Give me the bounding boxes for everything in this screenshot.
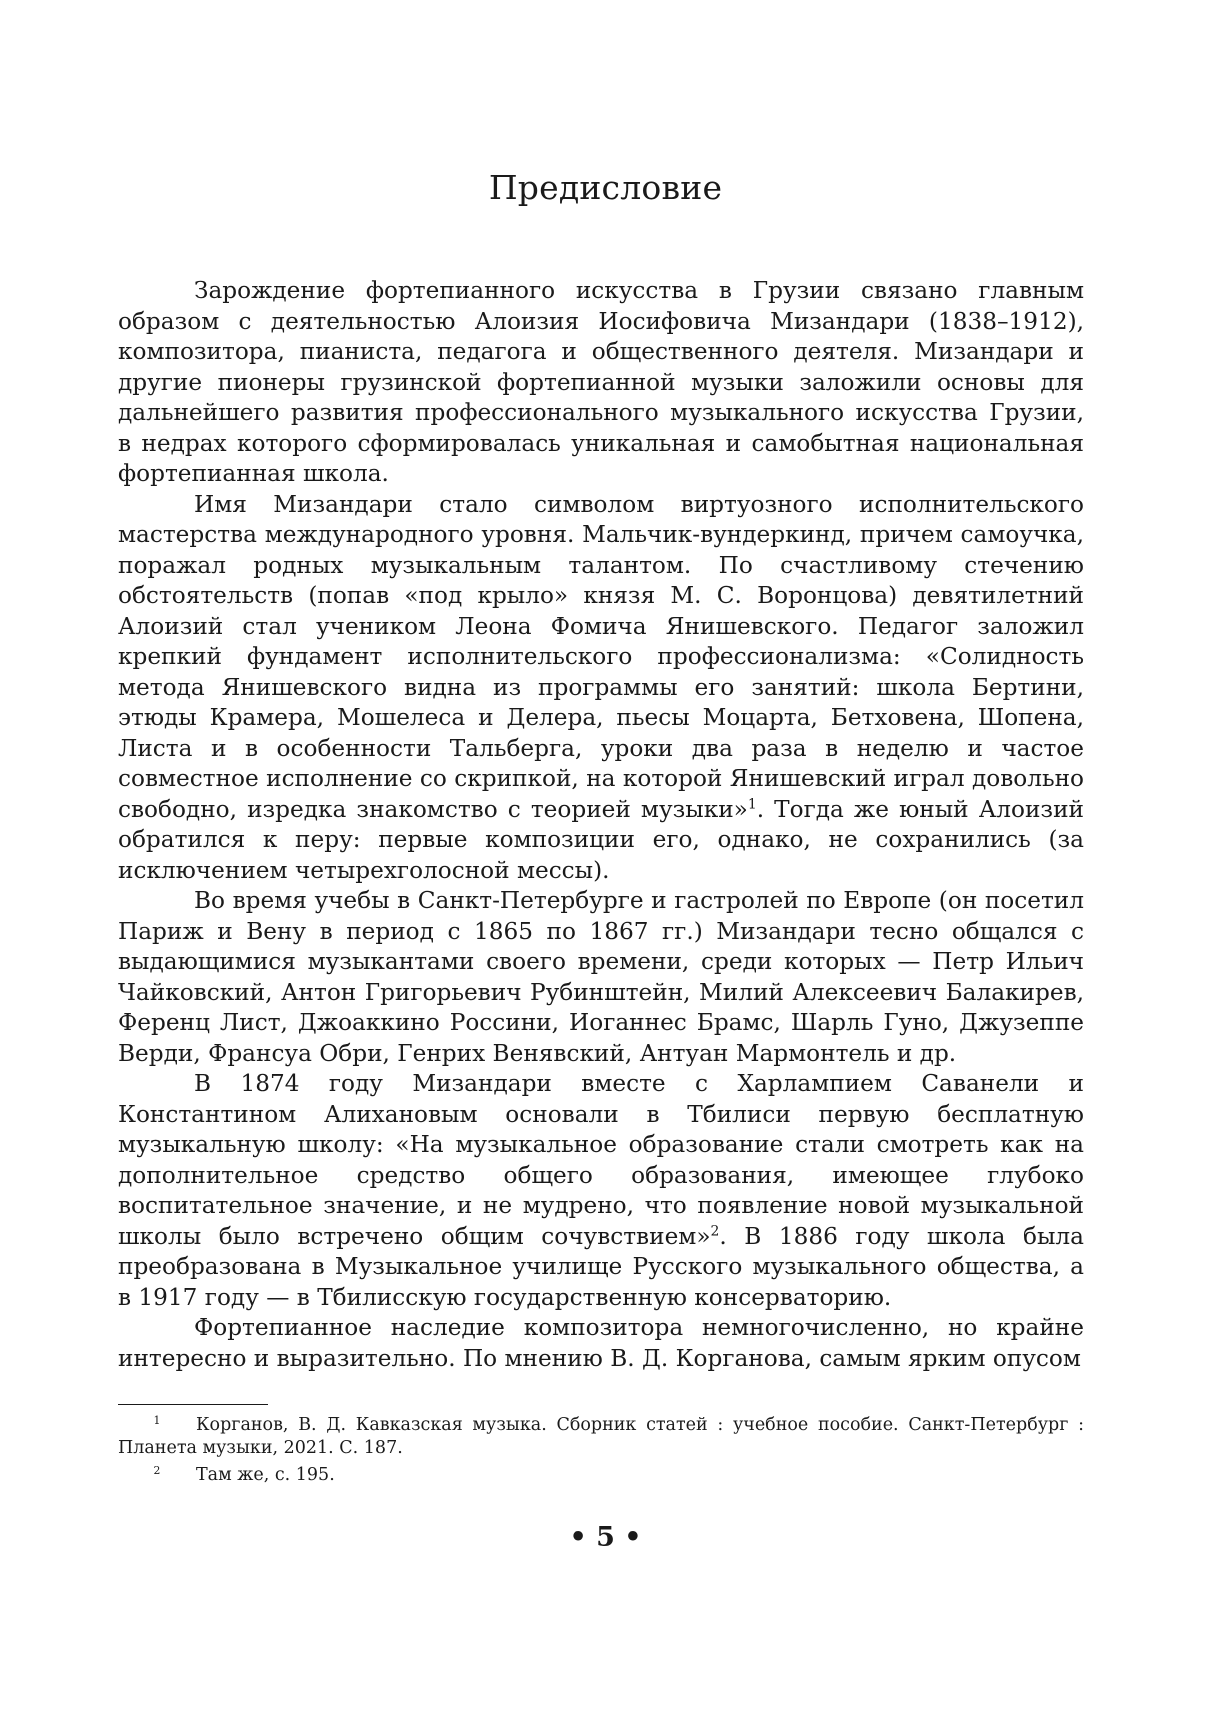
footnote: 2 Там же, с. 195.	[153, 1464, 335, 1485]
footnote-ref: 2	[710, 1223, 720, 1240]
paragraph	[118, 490, 1084, 887]
paragraph-text: Имя Мизандари стало символом виртуозного исполнительского мастерства международного уровня. Мальчик-вундеркинд, причем самоучка, поражал родных музыкальным талантом. По счастливому стечению обстоятельств (попав «под крыло» князя М. С. Воронцова) девятилетний Алоизий стал учеником Леона Фомича Янишевского. Педагог заложил крепкий фундамент исполнительского профессионализма: «Солидность метода Янишевского видна из программы его занятий: школа Бертини, этюды Крамера, Мошелеса и Делера, пьесы Моцарта, Бетховена, Шопена, Листа и в особенности Тальберга, уроки два раза в неделю и частое совместное исполнение со скрипкой, на которой Янишевский играл довольно свободно, изредка знакомство с теорией музыки»	[118, 490, 1084, 823]
main-text	[118, 276, 1084, 1374]
footnote-ref: 1	[747, 796, 757, 813]
footnotes	[118, 1414, 1084, 1492]
paragraph	[118, 1313, 1084, 1374]
paragraph-text: . Тогда же юный Алоизий обратился к перу: первые композиции его, однако, не сохранились (за исключением четырехголосной мессы).	[118, 795, 1084, 884]
paragraph	[118, 276, 1084, 490]
page-title: Предисловие	[488, 168, 723, 207]
page-number: • 5 •	[569, 1522, 642, 1553]
footnote-text: Корганов, В. Д. Кавказская музыка. Сборник статей : учебное пособие. Санкт-Петербург : Планета музыки, 2021. С. 187.	[118, 1415, 1084, 1458]
paragraph-text: В 1874 году Мизандари вместе с Харлампием Саванели и Константином Алихановым основали в Тбилиси первую бесплатную музыкальную школу: «На музыкальное образование стали смотреть как на дополнительное средство общего образования, имеющее глубоко воспитательное значение, и не мудрено, что появление новой музыкальной школы было встречено общим сочувствием»	[118, 1070, 1084, 1250]
paragraph-text: Фортепианное наследие композитора немногочисленно, но крайне интересно и выразительно. По мнению В. Д. Корганова, самым ярким опусом	[118, 1314, 1084, 1372]
footnote-text: Там же, с. 195.	[196, 1465, 335, 1485]
paragraph-text: Во время учебы в Санкт-Петербурге и гастролей по Европе (он посетил Париж и Вену в период с 1865 по 1867 гг.) Мизандари тесно общался с выдающимися музыкантами своего времени, среди которых — Петр Ильич Чайковский, Антон Григорьевич Рубинштейн, Милий Алексеевич Балакирев, Ференц Лист, Джоаккино Россини, Иоганнес Брамс, Шарль Гуно, Джузеппе Верди, Франсуа Обри, Генрих Венявский, Антуан Мармонтель и др.	[118, 887, 1084, 1067]
paragraph	[118, 1069, 1084, 1313]
footnote-separator	[118, 1404, 268, 1405]
paragraph-text: . В 1886 году школа была преобразована в Музыкальное училище Русского музыкального общества, а в 1917 году — в Тбилисскую государственную консерваторию.	[118, 1222, 1084, 1311]
paragraph	[118, 886, 1084, 1069]
paragraph-text: Зарождение фортепианного искусства в Грузии связано главным образом с деятельностью Алоизия Иосифовича Мизандари (1838–1912), композитора, пианиста, педагога и общественного деятеля. Мизандари и другие пионеры грузинской фортепианной музыки заложили основы для дальнейшего развития профессионального музыкального искусства Грузии, в недрах которого сформировалась уникальная и самобытная национальная фортепианная школа.	[118, 277, 1084, 487]
footnote: 1 Корганов, В. Д. Кавказская музыка. Сборник статей : учебное пособие. Санкт-Петербург : Планета музыки, 2021. С. 187.	[118, 1414, 1084, 1458]
